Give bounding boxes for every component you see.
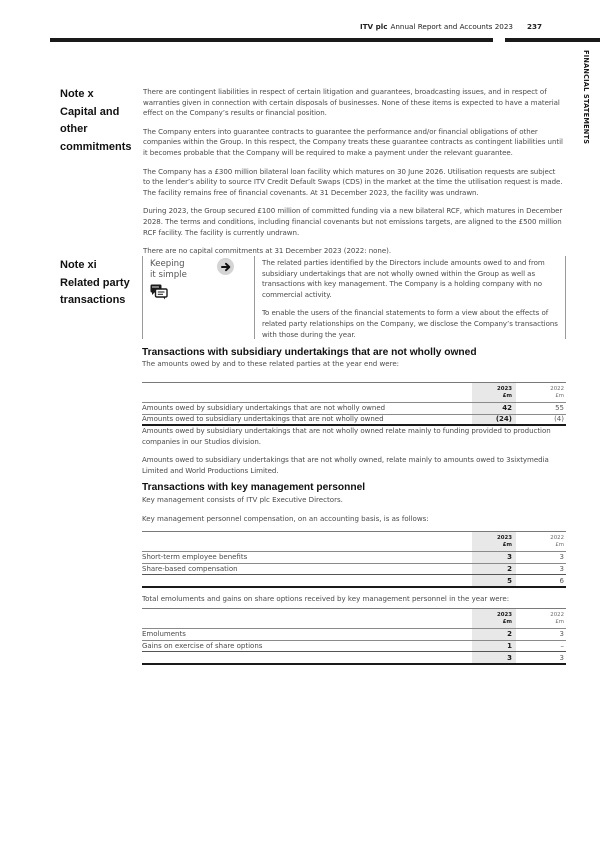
subsidiary-intro: The amounts owed by and to these related parties at the year end were: [142,359,400,368]
col-2022-header: 2022 £m [550,535,564,548]
note-xi-title-line: transactions [60,294,126,306]
table-row [142,629,566,641]
page-number: 237 [526,22,542,31]
value-2023: (24) [495,415,512,424]
page-header [360,22,542,31]
row-label: Amounts owed by subsidiary undertakings that are not wholly owned [142,404,386,413]
box-divider [565,256,566,339]
note-x-number: Note x [60,88,94,100]
subsidiary-notes [142,426,567,484]
table-total-row [142,575,566,588]
kmp-compensation-intro: Key management personnel compensation, on an accounting basis, is as follows: [142,514,429,523]
table-row [142,552,566,564]
keeping-it-simple-box [142,256,255,339]
table-header-row [142,383,566,403]
total-2023: 3 [507,653,512,662]
value-2022: 3 [559,564,564,573]
table-row [142,403,566,415]
table-row [142,641,566,653]
col-2023-header: 2023 £m [496,535,512,548]
paragraph: Amounts owed to subsidiary undertakings that are not wholly owned, relate mainly to amounts owed to 3sixtymedia Limited and World Productions Limited. [142,455,549,475]
note-x-title-line: other [60,123,88,135]
row-label: Gains on exercise of share options [142,641,263,650]
paragraph: Amounts owed by subsidiary undertakings that are not wholly owned relate mainly to funding provided to production companies in our Studios division. [142,426,551,446]
arrow-right-icon [217,258,234,275]
paragraph: The related parties identified by the Directors include amounts owed to and from subsidiary undertakings that are not wholly owned within the Group as well as transactions with key management. The Company is a holding company with no commercial activity. [262,258,545,299]
emoluments-table [142,608,566,665]
table-header-row [142,609,566,629]
kmp-heading: Transactions with key management personnel [142,482,366,493]
subsidiary-table [142,382,566,426]
paragraph: There are contingent liabilities in respect of certain litigation and guarantees, broadcasting issues, and in respect of warranties given in connection with certain disposals of businesses. None of these items is expected to have a material effect on the Company’s results or financial position. [143,87,560,118]
value-2023: 3 [507,553,512,562]
total-2023: 5 [507,576,512,585]
header-title: Annual Report and Accounts 2023 [390,22,513,31]
value-2022: – [560,641,564,650]
header-brand: ITV plc [359,22,388,31]
value-2023: 1 [507,641,512,650]
value-2022: (4) [554,415,564,424]
note-xi-title-line: Related party [60,276,130,289]
side-tab-label: FINANCIAL STATEMENTS [582,50,590,145]
total-2022: 6 [559,576,564,585]
value-2023: 2 [507,630,512,639]
col-2023-header: 2023 £m [496,612,512,625]
row-label: Amounts owed to subsidiary undertakings that are not wholly owned [142,415,384,424]
table-header-row [142,532,566,552]
table-total-row [142,652,566,665]
value-2023: 2 [507,564,512,573]
row-label: Emoluments [142,630,186,639]
note-xi-body [262,258,558,348]
col-2023-header: 2023 £m [496,386,512,399]
total-2022: 3 [559,653,564,662]
header-rule [50,38,493,42]
keeping-label-line: it simple [150,270,187,280]
col-2022-header: 2022 £m [550,386,564,399]
chat-bubbles-icon [150,284,168,300]
side-tab-rule [505,38,600,42]
value-2022: 55 [555,404,564,413]
note-x-body [143,87,563,265]
kmp-intro: Key management consists of ITV plc Executive Directors. [142,495,343,504]
subsidiary-heading: Transactions with subsidiary undertakings that are not wholly owned [142,347,477,358]
paragraph: The Company has a £300 million bilateral loan facility which matures on 30 June 2026. Utilisation requests are subject to the lender’s ability to source ITV Credit Default Swaps (CDS) in the market at the time the utilisation request is made. The facility remains free of financial covenants. At 31 December 2023, the facility was undrawn. [143,166,563,197]
col-2022-header: 2022 £m [550,612,564,625]
note-x-title [60,86,132,156]
table-row [142,564,566,576]
paragraph: To enable the users of the financial statements to form a view about the effects of related party relationships on the Company, we disclose the Company’s transactions with those during the year. [262,308,558,339]
value-2023: 42 [502,404,512,413]
note-x-title-line: Capital and [60,105,120,118]
row-label: Share-based compensation [142,564,238,573]
note-x-title-line: commitments [60,140,132,153]
paragraph: The Company enters into guarantee contracts to guarantee the performance and/or financial obligations of other companies within the Group. In this respect, the Company treats these guarantee contracts as contingent liabilities until it becomes probable that the Company will be required to make a payment under the relevant guarantee. [143,126,563,157]
row-label: Short-term employee benefits [142,553,248,562]
paragraph: During 2023, the Group secured £100 million of committed funding via a new bilateral RCF, which matures in December 2028. The terms and conditions, including financial covenants but not emissions targets, are aligned to the £500 million RCF facility. The facility is currently undrawn. [143,206,563,237]
value-2022: 3 [559,630,564,639]
note-xi-number: Note xi [60,259,97,271]
keeping-label-line: Keeping [150,259,185,269]
table-row [142,415,566,427]
kmp-emoluments-intro: Total emoluments and gains on share options received by key management personnel in the year were: [142,594,510,603]
keeping-it-simple-label [150,259,187,281]
value-2022: 3 [559,553,564,562]
paragraph: There are no capital commitments at 31 December 2023 (2022: none). [143,246,392,256]
section-side-tab[interactable] [576,50,596,150]
note-xi-title [60,257,130,310]
compensation-table [142,531,566,588]
